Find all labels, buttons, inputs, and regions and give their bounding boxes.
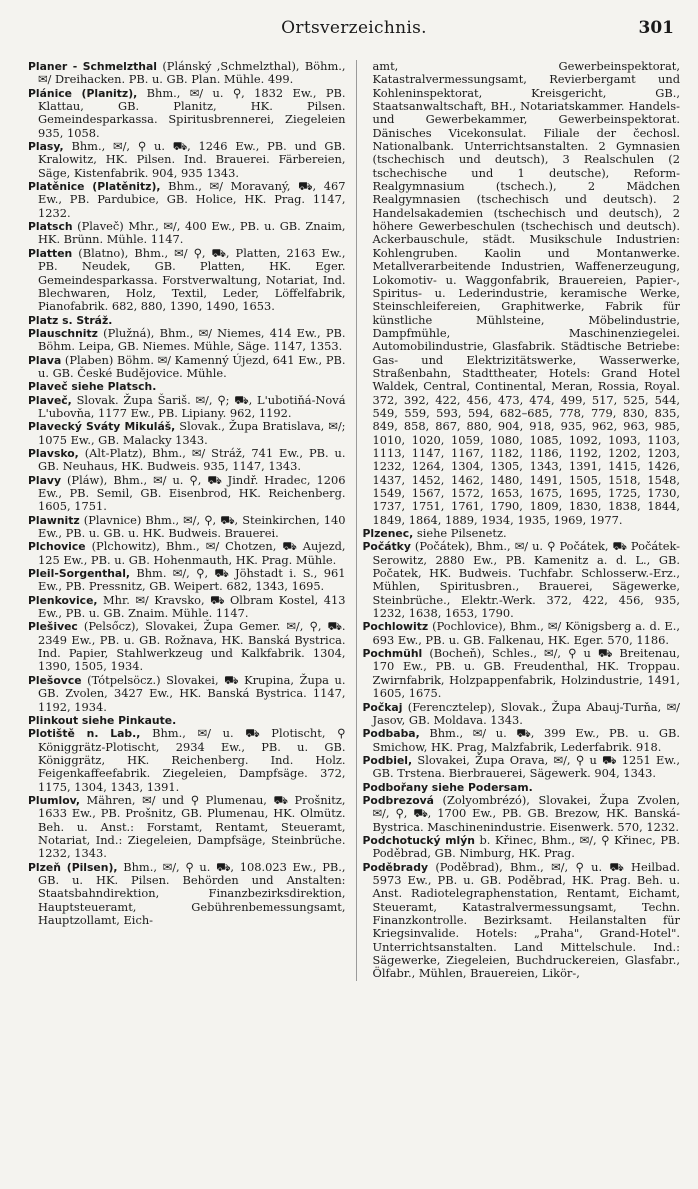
gazetteer-entry	[28, 59, 346, 87]
entry-text: (Blatno), Bhm., ✉/ ⚲, ⛟, Platten, 2163 Ew., PB. Neudek, GB. Platten, HK. Eger. Gemeindesparkassa. Forstverwaltung, Notariat, Ind. Blechwaren, Holz, Textil, Leder, Löffelfabrik, Pianofabrik. 682, 880, 1390, 1490, 1653.	[38, 245, 346, 314]
entry-headword: Poděbrady	[362, 860, 428, 874]
entry-headword: Podchotucký mlýn	[362, 833, 475, 847]
entry-text: (Plaveč) Mhr., ✉/, 400 Ew., PB. u. GB. Znaim, HK. Brünn. Mühle. 1147.	[38, 219, 346, 247]
gazetteer-entry	[362, 752, 681, 781]
entry-text: Mhr. ✉/ Kravsko, ⛟ Olbram Kostel, 413 Ew., PB. u. GB. Znaim. Mühle. 1147.	[38, 592, 346, 621]
entry-headword: Plawnitz	[28, 513, 80, 527]
entry-headword: Platten	[28, 246, 73, 260]
gazetteer-entry	[28, 313, 346, 327]
entry-text: Bhm., ✉/ u. ⚲, 1832 Ew., PB. Klattau, GB. Planitz, HK. Pilsen. Gemeindesparkassa. Spiritusbrennerei, Ziegeleien 935, 1058.	[38, 85, 346, 140]
gazetteer-entry	[28, 713, 346, 727]
entry-headword: Plava	[28, 353, 62, 367]
gazetteer-entry	[28, 592, 346, 621]
gazetteer-entry	[28, 139, 346, 180]
entry-headword: Plavsko,	[28, 446, 79, 460]
entry-text: Slovakei, Župa Orava, ✉/, ⚲ u ⛟ 1251 Ew., GB. Trstena. Bierbrauerei, Sägewerk. 904, 1343.	[372, 752, 680, 781]
entry-headword: Plzeň (Pilsen),	[28, 860, 118, 874]
left-column	[28, 60, 346, 981]
entry-headword: Plchovice	[28, 540, 86, 554]
gazetteer-entry	[28, 566, 346, 594]
entry-text: (Plchowitz), Bhm., ✉/ Chotzen, ⛟ Aujezd, 125 Ew., PB. u. GB. Hohenmauth, HK. Prag. Mühle.	[38, 539, 346, 567]
gazetteer-entry	[362, 619, 681, 647]
gazetteer-entry	[28, 380, 346, 394]
gazetteer-entry	[28, 859, 346, 928]
entry-text: Bhm., ✉/ Moravaný, ⛟, 467 Ew., PB. Pardubice, GB. Holice, HK. Prag. 1147, 1232.	[38, 179, 346, 220]
gazetteer-entry	[362, 792, 681, 834]
page-number: 301	[638, 18, 674, 38]
entry-text: (Plavnice) Bhm., ✉/, ⚲, ⛟, Steinkirchen, 140 Ew., PB. u. GB. u. HK. Budweis. Brauerei.	[38, 512, 346, 541]
gazetteer-entry	[362, 646, 681, 701]
entry-text: Slovak., Župa Bratislava, ✉/; 1075 Ew., GB. Malacky 1343.	[38, 419, 346, 447]
entry-headword: Plinkout siehe Pinkaute.	[28, 713, 177, 727]
entry-text: Bhm., ✉/, ⚲ u. ⛟, 108.023 Ew., PB., GB. u. HK. Pilsen. Behörden und Anstalten: Staatsbahndirektion, Finanzbezirksdirektion, Hauptsteueramt, Gebührenbemessungsamt, Hauptzollamt, Eich-	[38, 859, 346, 927]
entry-text: (Bocheň), Schles., ✉/, ⚲ u ⛟ Breitenau, 170 Ew., PB. u. GB. Freudenthal, HK. Troppau. Zwirnfabrik, Holzpappenfabrik, Holzindustrie, 1491, 1605, 1675.	[372, 646, 680, 701]
entry-text: (Plánský ,Schmelzthal), Böhm., ✉/ Dreihacken. PB. u. GB. Plan. Mühle. 499.	[38, 59, 346, 87]
gazetteer-entry	[28, 792, 346, 861]
entry-headword: Podbrezová	[362, 793, 434, 807]
entry-text: Bhm., ✉/ u. ⛟, 399 Ew., PB. u. GB. Smichow, HK. Prag, Malzfabrik, Lederfabrik. 918.	[372, 726, 680, 754]
gazetteer-entry	[28, 472, 346, 514]
entry-text: (Počátek), Bhm., ✉/ u. ⚲ Počátek, ⛟ Počátek-Serowitz, 2880 Ew., PB. Kamenitz a. d. L., GB. Počatek, HK. Budweis. Tuchfabr. Schlosserw.-Erz., Mühlen, Spiritusbren., Brauerei, Sägewerke, Steinbrüche., Elektr.-Werk. 372, 422, 456, 935, 1232, 1638, 1653, 1790.	[372, 539, 680, 621]
entry-headword: Plotiště n. Lab.,	[28, 727, 141, 741]
entry-headword: Plavy	[28, 473, 61, 487]
entry-text: (Poděbrad), Bhm., ✉/, ⚲ u. ⛟ Heilbad. 5973 Ew., PB. u. GB. Poděbrad, HK. Prag. Beh. u. Anst. Radiotelegraphenstation, Rentamt, Eichamt, Steueramt, Katastralvermessungsamt, Techn. Finanzkontrolle. Bezirksamt. Heilanstalten für Kriegsinvalide. Hotels: „Praha", Grand-Hotel". Unterrichtsanstalten. Land Mittelschule. Ind.: Sägewerke, Ziegeleien, Buchdruckereien, Glasfabr., Ölfabr., Mühlen, Brauereien, Likör-,	[372, 859, 680, 981]
entry-text: (Ferencztelep), Slovak., Župa Abauj-Turňa, ✉/ Jasov, GB. Moldava. 1343.	[372, 699, 680, 727]
gazetteer-entry	[28, 672, 346, 714]
entry-text: Slovak. Župa Šariš. ✉/, ⚲; ⛟, L'ubotiňá-Nová L'ubovňa, 1177 Ew., PB. Lipiany. 962, 1192.	[38, 392, 346, 420]
gazetteer-entry	[28, 539, 346, 567]
gazetteer-entry	[362, 726, 681, 754]
entry-text: Bhm. ✉/, ⚲, ⛟ Jöhstadt i. S., 961 Ew., PB. Pressnitz, GB. Weipert. 682, 1343, 1695.	[38, 566, 346, 594]
entry-headword: Počkaj	[362, 700, 403, 714]
entry-headword: Plaveč siehe Platsch.	[28, 380, 157, 394]
entry-headword: Plasy,	[28, 140, 64, 154]
gazetteer-entry	[362, 780, 681, 794]
gazetteer-entry	[28, 512, 346, 541]
gazetteer-entry	[362, 859, 681, 981]
page-header	[28, 12, 680, 46]
gazetteer-entry	[28, 445, 346, 474]
gazetteer-entry	[28, 619, 346, 674]
entry-text: b. Křinec, Bhm., ✉/, ⚲ Křinec, PB. Poděbrad, GB. Nimburg, HK. Prag.	[372, 832, 681, 861]
entry-headword: Planer - Schmelzthal	[28, 60, 157, 73]
entry-text: (Pláw), Bhm., ✉/ u. ⚲, ⛟ Jindř. Hradec, 1206 Ew., PB. Semil, GB. Eisenbrod, HK. Reichenberg. 1605, 1751.	[38, 472, 346, 514]
gazetteer-entry	[362, 526, 681, 541]
entry-headword: Pochlowitz	[362, 620, 429, 634]
gazetteer-entry	[362, 699, 681, 728]
gazetteer-entry	[28, 352, 346, 381]
gazetteer-entry	[28, 245, 346, 314]
gazetteer-entry	[362, 832, 681, 861]
entry-headword: Plauschnitz	[28, 326, 98, 340]
gazetteer-entry	[28, 219, 346, 247]
entry-headword: Podbořany siehe Podersam.	[362, 780, 533, 794]
page-title: Ortsverzeichnis.	[281, 18, 427, 38]
entry-headword: Pochmühl	[362, 647, 423, 661]
entry-headword: Plaveč,	[28, 393, 72, 407]
entry-headword: Podbaba,	[362, 727, 420, 741]
entry-text: (Zolyombrézó), Slovakei, Župa Zvolen, ✉/, ⚲, ⛟, 1700 Ew., PB. GB. Brezow, HK. Banská-Bystrica. Maschinenindustrie. Eisenwerk. 570, 1232.	[372, 792, 680, 834]
entry-text: (Plaben) Böhm. ✉/ Kamenný Újezd, 641 Ew., PB. u. GB. České Budějovice. Mühle.	[38, 352, 346, 380]
entry-text: (Pochlovice), Bhm., ✉/ Königsberg a. d. E., 693 Ew., PB. u. GB. Falkenau, HK. Eger. 570, 1186.	[372, 619, 680, 647]
entry-headword: Plánice (Planitz),	[28, 86, 138, 100]
entry-headword: Plešivec	[28, 620, 78, 634]
gazetteer-entry	[28, 325, 346, 354]
entry-text: (Tótpelsöcz.) Slovakei, ⛟ Krupina, Župa u. GB. Zvolen, 3427 Ew., HK. Banská Bystrica. 1147, 1192, 1934.	[38, 672, 346, 714]
entry-headword: Podbiel,	[362, 753, 413, 767]
entry-text: amt, Gewerbeinspektorat, Katastralvermessungsamt, Revierbergamt und Kohleninspektorat, Kreisgericht, GB., Staatsanwaltschaft, BH., Notariatskammer. Handels- und Gewerbekammer, Gewerbeinspektorat. Dänisches Vicekonsulat. Filiale der čechosl. Nationalbank. Unterrichtsanstalten. 2 Gymnasien (tschechisch und deutsch), 3 Realschulen (2 tschechische und 1 deutsche), Reform-Realgymnasium (tschech.), 2 Mädchen Realgymnasien (tschechisch und deutsch). 2 Handelsakademien (tschechisch und deutsch), 2 höhere Gewerbeschulen (tschechisch und deutsch). Ackerbauschule, städt. Musikschule Industrien: Kohlengruben. Kaolin und Montanwerke. Metallverarbeitende Industrien, Waffenerzeugung, Lokomotiv- u. Waggonfabrik, Brauereien, Papier-, Spiritus- u. Lederindustrie, keramische Werke, Steinschleifereien, Graphitwerke, Fabrik für künstliche Mühlsteine, Möbelindustrie, Dampfmühle, Maschinenziegelei. Automobilindustrie, Glasfabrik. Städtische Betriebe: Gas- und Elektrizitätswerke, Wasserwerke, Straßenbahn, Stadttheater, Hotels: Grand Hotel Waldek, Central, Continental, Meran, Rossia, Royal. 372, 392, 422, 456, 473, 474, 499, 517, 525, 544, 549, 559, 593, 594, 682–685, 778, 779, 830, 835, 849, 858, 867, 880, 904, 918, 935, 962, 963, 985, 1010, 1020, 1059, 1080, 1085, 1092, 1093, 1103, 1113, 1147, 1167, 1182, 1186, 1192, 1202, 1203, 1232, 1264, 1304, 1305, 1343, 1391, 1415, 1426, 1437, 1452, 1462, 1480, 1491, 1505, 1518, 1548, 1549, 1567, 1572, 1653, 1675, 1695, 1725, 1730, 1737, 1751, 1761, 1790, 1809, 1830, 1838, 1844, 1849, 1864, 1889, 1934, 1935, 1969, 1977.	[372, 59, 680, 527]
entry-headword: Počátky	[362, 540, 411, 554]
entry-text: Mähren, ✉/ und ⚲ Plumenau, ⛟ Prošnitz, 1633 Ew., PB. Prošnitz, GB. Plumenau, HK. Olmütz. Beh. u. Anst.: Forstamt, Rentamt, Steueramt, Notariat, Ind.: Ziegeleien, Dampfsäge, Steinbrüche. 1232, 1343.	[38, 792, 346, 861]
gazetteer-entry	[28, 726, 346, 794]
gazetteer-entry	[28, 179, 346, 220]
entry-headword: Platěnice (Platěnitz),	[28, 180, 161, 194]
entry-headword: Plenkovice,	[28, 593, 98, 607]
entry-headword: Plavecký Sváty Mikuláš,	[28, 420, 176, 434]
entry-text: Bhm., ✉/ u. ⛟ Plotischt, ⚲ Königgrätz-Plotischt, 2934 Ew., PB. u. GB. Königgrätz, HK. Reichenberg. Ind. Holz. Feigenkaffeefabrik. Ziegeleien, Dampfsäge. 372, 1175, 1304, 1343, 1391.	[38, 726, 346, 794]
gazetteer-entry	[28, 392, 346, 421]
entry-headword: Plzenec,	[362, 527, 414, 541]
entry-text: siehe Pilsenetz.	[413, 526, 507, 541]
entry-headword: Platsch	[28, 220, 73, 234]
entry-text: (Pelsőcz), Slovakei, Župa Gemer. ✉/, ⚲, ⛟. 2349 Ew., PB. u. GB. Rožnava, HK. Banská Bystrica. Ind. Papier, Stahlwerkzeug und Kalkfabrik. 1304, 1390, 1505, 1934.	[38, 619, 346, 674]
entry-headword: Plumlov,	[28, 793, 80, 807]
entry-headword: Plešovce	[28, 673, 82, 687]
gazetteer-entry	[373, 60, 681, 527]
entry-text: (Alt-Platz), Bhm., ✉/ Stráž, 741 Ew., PB. u. GB. Neuhaus, HK. Budweis. 935, 1147, 1343.	[38, 445, 346, 474]
entry-text: (Plužná), Bhm., ✉/ Niemes, 414 Ew., PB. Böhm. Leipa, GB. Niemes. Mühle, Säge. 1147, 1353.	[38, 325, 346, 354]
gazetteer-entry	[28, 85, 346, 140]
gazetteer-entry	[362, 539, 681, 621]
entry-headword: Pleil-Sorgenthal,	[28, 567, 131, 581]
gazetteer-entry	[28, 419, 346, 447]
entry-headword: Platz s. Stráž.	[28, 313, 113, 327]
entry-text: Bhm., ✉/, ⚲ u. ⛟, 1246 Ew., PB. und GB. Kralowitz, HK. Pilsen. Ind. Brauerei. Färbereien, Säge, Kistenfabrik. 904, 935 1343.	[38, 139, 346, 180]
columns	[28, 60, 680, 981]
right-column	[356, 60, 681, 981]
